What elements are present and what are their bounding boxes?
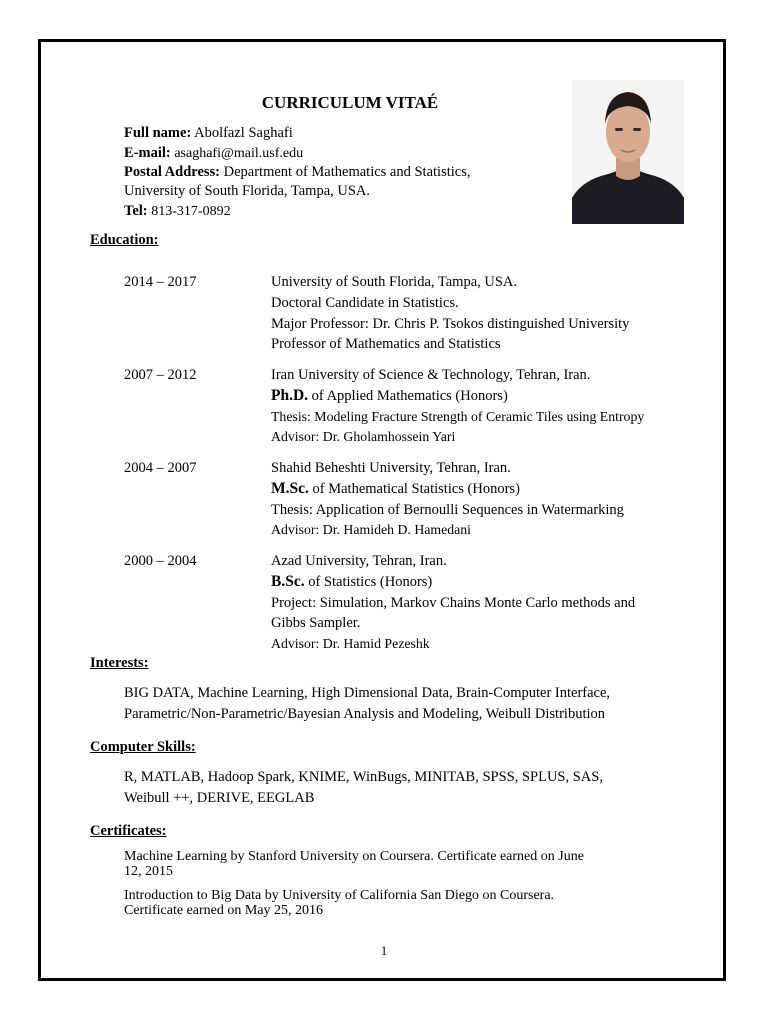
education-thesis: Thesis: Modeling Fracture Strength of Ceramic Tiles using Entropy <box>271 408 645 424</box>
education-entry <box>271 365 644 448</box>
education-degree-line <box>271 479 624 500</box>
education-institution: University of South Florida, Tampa, USA. <box>271 274 518 290</box>
interests-line: BIG DATA, Machine Learning, High Dimensional Data, Brain-Computer Interface, <box>124 685 611 701</box>
degree-subject: of Applied Mathematics (Honors) <box>308 387 508 404</box>
education-degree-line <box>271 572 635 593</box>
page-number: 1 <box>380 943 388 958</box>
degree-label: Ph.D. <box>271 386 309 404</box>
full-name-label: Full name: <box>124 125 192 141</box>
education-entry <box>271 272 629 355</box>
email-label: E-mail: <box>124 145 171 161</box>
education-degree-line <box>271 386 644 407</box>
postal-address-line1: Department of Mathematics and Statistics, <box>223 164 471 180</box>
tel-label: Tel: <box>124 203 148 219</box>
education-years: 2007 – 2012 <box>124 367 197 383</box>
education-heading: Education: <box>90 232 159 248</box>
education-advisor: Advisor: Dr. Hamideh D. Hamedani <box>271 522 472 538</box>
postal-address-label: Postal Address: <box>124 164 221 180</box>
profile-photo <box>572 80 684 224</box>
education-entry <box>271 551 635 655</box>
certificate-line: 12, 2015 <box>124 864 173 879</box>
skills-line: R, MATLAB, Hadoop Spark, KNIME, WinBugs, MINITAB, SPSS, SPLUS, SAS, <box>124 769 603 785</box>
document-title: CURRICULUM VITAÉ <box>261 93 439 112</box>
tel-number: 813-317-0892 <box>151 204 231 219</box>
full-name: Abolfazl Saghafi <box>194 125 293 141</box>
certificate-item <box>124 849 584 879</box>
certificates-heading: Certificates: <box>90 823 167 839</box>
certificate-item <box>124 888 554 918</box>
education-project-cont: Gibbs Sampler. <box>271 615 361 632</box>
interests-heading: Interests: <box>90 655 149 671</box>
interests-line: Parametric/Non-Parametric/Bayesian Analysis and Modeling, Weibull Distribution <box>124 706 605 722</box>
education-entry <box>271 458 624 541</box>
postal-address-line2: University of South Florida, Tampa, USA. <box>124 183 371 199</box>
education-years: 2014 – 2017 <box>124 274 197 290</box>
computer-skills-heading: Computer Skills: <box>90 739 196 755</box>
education-years: 2004 – 2007 <box>124 460 197 476</box>
education-advisor: Advisor: Dr. Gholamhossein Yari <box>271 429 456 445</box>
degree-label: B.Sc. <box>271 572 305 590</box>
education-years: 2000 – 2004 <box>124 553 197 569</box>
degree-subject: of Mathematical Statistics (Honors) <box>308 480 520 497</box>
education-institution: Iran University of Science & Technology, Tehran, Iran. <box>271 367 591 383</box>
education-detail: Major Professor: Dr. Chris P. Tsokos distinguished University <box>271 315 630 332</box>
interests-text <box>124 683 610 725</box>
education-institution: Shahid Beheshti University, Tehran, Iran. <box>271 460 511 476</box>
certificate-line: Machine Learning by Stanford University on Coursera. Certificate earned on June <box>124 849 584 864</box>
degree-label: M.Sc. <box>271 479 309 497</box>
education-advisor: Advisor: Dr. Hamid Pezeshk <box>271 636 430 652</box>
education-detail: Professor of Mathematics and Statistics <box>271 336 501 353</box>
education-detail: Doctoral Candidate in Statistics. <box>271 294 459 311</box>
degree-subject: of Statistics (Honors) <box>304 573 433 590</box>
education-project: Project: Simulation, Markov Chains Monte Carlo methods and <box>271 594 636 611</box>
email-address: asaghafi@mail.usf.edu <box>174 146 304 161</box>
education-institution: Azad University, Tehran, Iran. <box>271 553 447 569</box>
education-thesis: Thesis: Application of Bernoulli Sequences in Watermarking <box>271 501 624 518</box>
email-line <box>124 144 303 164</box>
computer-skills-text <box>124 767 603 809</box>
skills-line: Weibull ++, DERIVE, EEGLAB <box>124 790 315 806</box>
certificate-line: Introduction to Big Data by University of California San Diego on Coursera. <box>124 888 555 903</box>
postal-address-line <box>124 163 470 183</box>
certificate-line: Certificate earned on May 25, 2016 <box>124 903 324 918</box>
full-name-line <box>124 124 293 144</box>
tel-line <box>124 202 231 222</box>
